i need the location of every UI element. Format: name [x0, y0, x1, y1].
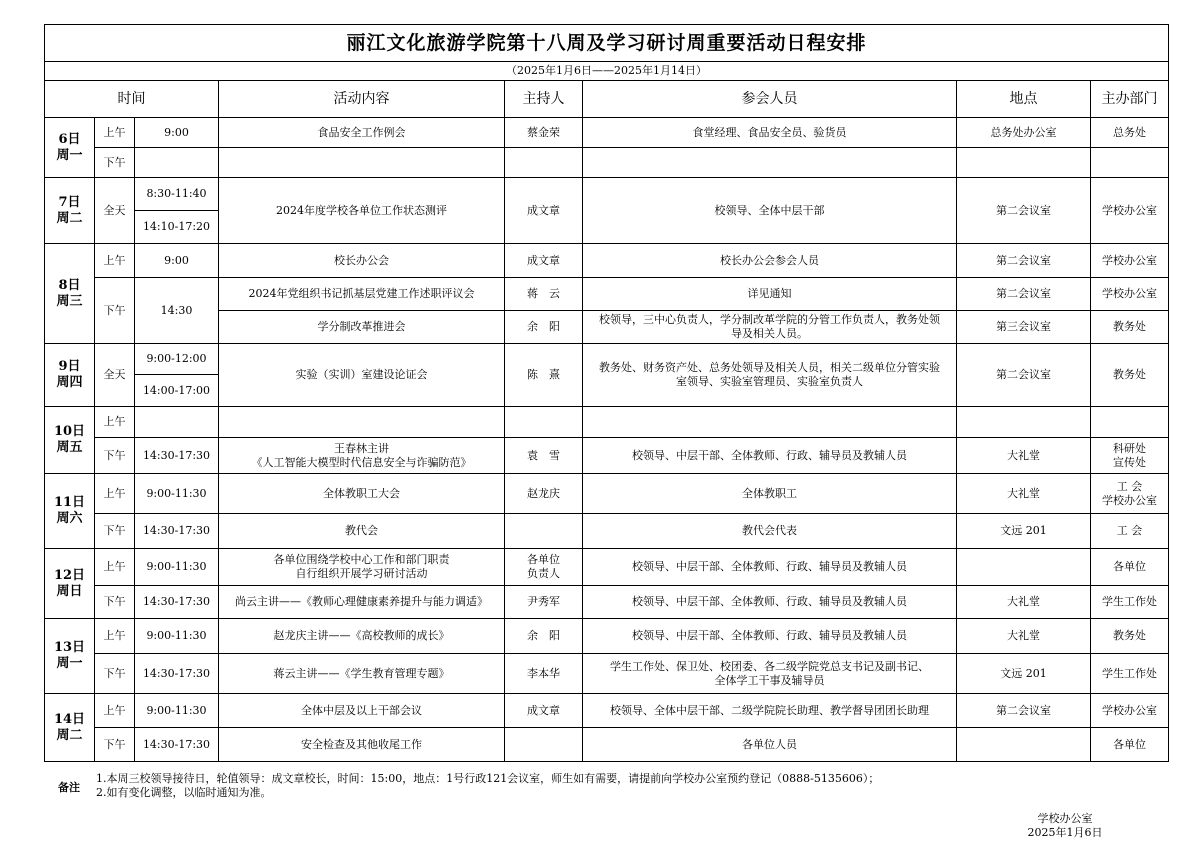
attendees-cell: 校领导、全体中层干部: [583, 178, 957, 244]
host-cell: [505, 407, 583, 438]
attendees-cell: 全体教职工: [583, 474, 957, 514]
attendees-cell: 各单位人员: [583, 728, 957, 762]
content-cell: [219, 407, 505, 438]
period-cell: 下午: [95, 278, 135, 344]
table-row: [45, 344, 1169, 375]
host-cell: 成文章: [505, 178, 583, 244]
host-cell: 成文章: [505, 694, 583, 728]
host-cell: 陈 熹: [505, 344, 583, 407]
content-cell: 教代会: [219, 514, 505, 549]
period-cell: 上午: [95, 244, 135, 278]
location-cell: [957, 728, 1091, 762]
location-cell: 第二会议室: [957, 344, 1091, 407]
attendees-cell: 教代会代表: [583, 514, 957, 549]
attendees-cell: [583, 148, 957, 178]
location-cell: [957, 549, 1091, 586]
location-cell: 大礼堂: [957, 438, 1091, 474]
dept-cell: 学生工作处: [1091, 586, 1169, 619]
dept-cell: 学校办公室: [1091, 278, 1169, 311]
header-time: 时间: [45, 81, 219, 118]
dept-cell: 工 会: [1091, 514, 1169, 549]
content-cell: 2024年党组织书记抓基层党建工作述职评议会: [219, 278, 505, 311]
dept-cell: 学校办公室: [1091, 244, 1169, 278]
table-row: [45, 118, 1169, 148]
time-cell: 14:30: [135, 278, 219, 344]
host-cell: 蒋 云: [505, 278, 583, 311]
dept-cell: 教务处: [1091, 311, 1169, 344]
time-cell: 14:30-17:30: [135, 654, 219, 694]
day-cell: 8日 周三: [45, 244, 95, 344]
period-cell: 上午: [95, 549, 135, 586]
day-cell: 12日 周日: [45, 549, 95, 619]
host-cell: 赵龙庆: [505, 474, 583, 514]
host-cell: 余 阳: [505, 311, 583, 344]
host-cell: 袁 雪: [505, 438, 583, 474]
attendees-cell: 详见通知: [583, 278, 957, 311]
table-row: [45, 728, 1169, 762]
location-cell: 大礼堂: [957, 586, 1091, 619]
signature-block: [1000, 812, 1130, 840]
issuing-office: 学校办公室: [1037, 812, 1093, 825]
issue-date: 2025年1月6日: [1027, 826, 1103, 839]
content-cell: 全体教职工大会: [219, 474, 505, 514]
content-cell: 学分制改革推进会: [219, 311, 505, 344]
attendees-cell: 学生工作处、保卫处、校团委、各二级学院党总支书记及副书记、 全体学工干事及辅导员: [583, 654, 957, 694]
time-cell: 9:00-11:30: [135, 474, 219, 514]
content-cell: 实验（实训）室建设论证会: [219, 344, 505, 407]
dept-cell: 学生工作处: [1091, 654, 1169, 694]
host-cell: 各单位 负责人: [505, 549, 583, 586]
period-cell: 上午: [95, 619, 135, 654]
table-row: [45, 619, 1169, 654]
dept-cell: 学校办公室: [1091, 694, 1169, 728]
location-cell: 文远 201: [957, 514, 1091, 549]
attendees-cell: 校长办公会参会人员: [583, 244, 957, 278]
dept-cell: 工 会 学校办公室: [1091, 474, 1169, 514]
day-cell: 13日 周一: [45, 619, 95, 694]
location-cell: 总务处办公室: [957, 118, 1091, 148]
host-cell: 成文章: [505, 244, 583, 278]
time-cell: 14:10-17:20: [135, 211, 219, 244]
attendees-cell: 校领导，三中心负责人，学分制改革学院的分管工作负责人，教务处领 导及相关人员。: [583, 311, 957, 344]
remarks-label: 备注: [58, 781, 80, 794]
location-cell: 第二会议室: [957, 178, 1091, 244]
table-row: [45, 407, 1169, 438]
table-row: [45, 654, 1169, 694]
table-row: [45, 514, 1169, 549]
content-cell: 安全检查及其他收尾工作: [219, 728, 505, 762]
table-row: [45, 244, 1169, 278]
location-cell: 第三会议室: [957, 311, 1091, 344]
time-cell: 14:30-17:30: [135, 586, 219, 619]
period-cell: 全天: [95, 178, 135, 244]
content-cell: 2024年度学校各单位工作状态测评: [219, 178, 505, 244]
day-cell: 9日 周四: [45, 344, 95, 407]
content-cell: 尚云主讲——《教师心理健康素养提升与能力调适》: [219, 586, 505, 619]
table-row: [45, 438, 1169, 474]
host-cell: 李本华: [505, 654, 583, 694]
content-cell: 校长办公会: [219, 244, 505, 278]
time-cell: 14:30-17:30: [135, 514, 219, 549]
remark-line-2: 2.如有变化调整，以临时通知为准。: [96, 786, 272, 799]
dept-cell: 科研处 宣传处: [1091, 438, 1169, 474]
location-cell: [957, 407, 1091, 438]
attendees-cell: 食堂经理、食品安全员、验货员: [583, 118, 957, 148]
period-cell: 上午: [95, 118, 135, 148]
period-cell: 下午: [95, 148, 135, 178]
content-cell: 各单位围绕学校中心工作和部门职责 自行组织开展学习研讨活动: [219, 549, 505, 586]
location-cell: 第二会议室: [957, 244, 1091, 278]
time-cell: 9:00-12:00: [135, 344, 219, 375]
period-cell: 下午: [95, 438, 135, 474]
table-row: [45, 474, 1169, 514]
dept-cell: 教务处: [1091, 344, 1169, 407]
location-cell: 第二会议室: [957, 694, 1091, 728]
day-cell: 6日 周一: [45, 118, 95, 178]
attendees-cell: 校领导、全体中层干部、二级学院院长助理、教学督导团团长助理: [583, 694, 957, 728]
attendees-cell: [583, 407, 957, 438]
content-cell: [219, 148, 505, 178]
period-cell: 下午: [95, 728, 135, 762]
location-cell: [957, 148, 1091, 178]
content-cell: 赵龙庆主讲——《高校教师的成长》: [219, 619, 505, 654]
time-cell: 9:00: [135, 244, 219, 278]
time-cell: 8:30-11:40: [135, 178, 219, 211]
location-cell: 大礼堂: [957, 619, 1091, 654]
dept-cell: [1091, 148, 1169, 178]
time-cell: 9:00-11:30: [135, 549, 219, 586]
dept-cell: 教务处: [1091, 619, 1169, 654]
header-content: 活动内容: [219, 81, 505, 118]
period-cell: 下午: [95, 514, 135, 549]
location-cell: 大礼堂: [957, 474, 1091, 514]
day-cell: 7日 周二: [45, 178, 95, 244]
attendees-cell: 校领导、中层干部、全体教师、行政、辅导员及教辅人员: [583, 438, 957, 474]
period-cell: 上午: [95, 694, 135, 728]
header-row: [45, 81, 1169, 118]
dept-cell: 各单位: [1091, 549, 1169, 586]
table-row: [45, 178, 1169, 211]
remarks-lines: [96, 772, 879, 800]
time-cell: 9:00-11:30: [135, 694, 219, 728]
dept-cell: 各单位: [1091, 728, 1169, 762]
date-range-subtitle: （2025年1月6日——2025年1月14日）: [45, 62, 1169, 81]
period-cell: 上午: [95, 474, 135, 514]
host-cell: 余 阳: [505, 619, 583, 654]
page-title: 丽江文化旅游学院第十八周及学习研讨周重要活动日程安排: [45, 25, 1169, 62]
header-attendees: 参会人员: [583, 81, 957, 118]
host-cell: 尹秀军: [505, 586, 583, 619]
location-cell: 第二会议室: [957, 278, 1091, 311]
header-location: 地点: [957, 81, 1091, 118]
dept-cell: 总务处: [1091, 118, 1169, 148]
content-cell: 王春林主讲 《人工智能大模型时代信息安全与诈骗防范》: [219, 438, 505, 474]
table-row: [45, 148, 1169, 178]
header-dept: 主办部门: [1091, 81, 1169, 118]
time-cell: 9:00-11:30: [135, 619, 219, 654]
time-cell: [135, 148, 219, 178]
table-row: [45, 586, 1169, 619]
attendees-cell: 校领导、中层干部、全体教师、行政、辅导员及教辅人员: [583, 619, 957, 654]
time-cell: 9:00: [135, 118, 219, 148]
content-cell: 全体中层及以上干部会议: [219, 694, 505, 728]
table-row: [45, 694, 1169, 728]
day-cell: 11日 周六: [45, 474, 95, 549]
table-row: [45, 549, 1169, 586]
host-cell: 蔡金荣: [505, 118, 583, 148]
location-cell: 文远 201: [957, 654, 1091, 694]
day-cell: 14日 周二: [45, 694, 95, 762]
time-cell: 14:30-17:30: [135, 438, 219, 474]
host-cell: [505, 728, 583, 762]
time-cell: [135, 407, 219, 438]
content-cell: 蒋云主讲——《学生教育管理专题》: [219, 654, 505, 694]
schedule-table: [44, 24, 1169, 762]
host-cell: [505, 514, 583, 549]
dept-cell: 学校办公室: [1091, 178, 1169, 244]
period-cell: 全天: [95, 344, 135, 407]
period-cell: 下午: [95, 654, 135, 694]
period-cell: 上午: [95, 407, 135, 438]
day-cell: 10日 周五: [45, 407, 95, 474]
host-cell: [505, 148, 583, 178]
header-host: 主持人: [505, 81, 583, 118]
dept-cell: [1091, 407, 1169, 438]
attendees-cell: 教务处、财务资产处、总务处领导及相关人员，相关二级单位分管实验 室领导、实验室管理员、实验室负责人: [583, 344, 957, 407]
period-cell: 下午: [95, 586, 135, 619]
attendees-cell: 校领导、中层干部、全体教师、行政、辅导员及教辅人员: [583, 586, 957, 619]
table-row: [45, 278, 1169, 311]
attendees-cell: 校领导、中层干部、全体教师、行政、辅导员及教辅人员: [583, 549, 957, 586]
remark-line-1: 1.本周三校领导接待日，轮值领导：成文章校长，时间：15:00，地点：1号行政121会议室，师生如有需要，请提前向学校办公室预约登记（0888-5135606）；: [96, 772, 880, 785]
time-cell: 14:30-17:30: [135, 728, 219, 762]
time-cell: 14:00-17:00: [135, 375, 219, 407]
content-cell: 食品安全工作例会: [219, 118, 505, 148]
